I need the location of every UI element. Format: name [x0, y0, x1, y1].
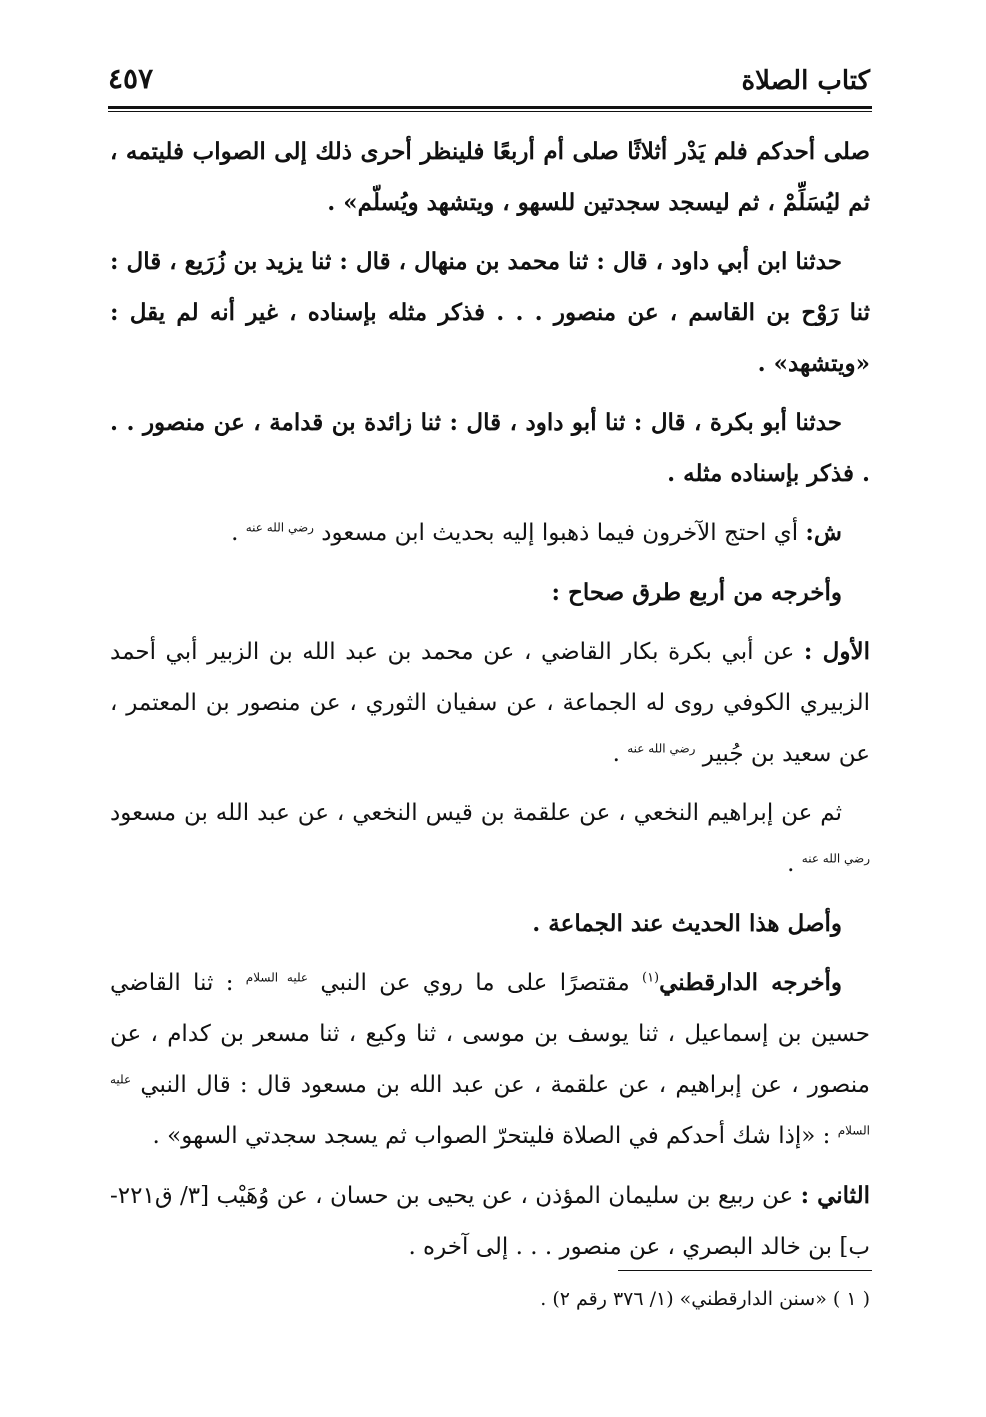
- honorific-glyph: رضي الله عنه: [627, 741, 696, 756]
- daraqutni-lead: وأخرجه الدارقطني: [659, 969, 843, 996]
- honorific-glyph: رضي الله عنه: [245, 520, 314, 535]
- header-rule-thin: [108, 111, 872, 112]
- paragraph-heading-routes: وأخرجه من أربع طرق صحاح :: [551, 579, 842, 606]
- page-header: [108, 58, 870, 102]
- first-route-label: الأول :: [803, 638, 871, 665]
- page-number: ٤٥٧: [108, 62, 154, 95]
- header-rule: [108, 106, 872, 109]
- running-title: كتاب الصلاة: [741, 66, 870, 96]
- honorific-glyph: رضي الله عنه: [801, 851, 870, 866]
- paragraph-sharh: ش: أي احتج الآخرون فيما ذهبوا إليه بحديث ابن مسعود $^{رضي الله عنه}$ .: [231, 519, 842, 546]
- paragraph-daraqutni: وأخرجه الدارقطني$^{(١)}$ مقتصرًا على ما روي عن النبي $^{عليه السلام}$ : ثنا القاضي حسين بن إسماعيل ، ثنا يوسف بن موسى ، ثنا وكيع ، ثنا مسعر بن كدام ، عن منصور ، عن إبراهيم ، عن علقمة ، عن عبد الله بن مسعود قال : قال النبي $^{عليه السلام}$ : «إذا شك أحدكم في الصلاة فليتحرّ الصواب ثم يسجد سجدتي السهو» .: [110, 969, 870, 1149]
- footnote: ( ١ ) «سنن الدارقطني» (١/ ٣٧٦ رقم ٢) .: [540, 1288, 870, 1310]
- footnote-separator: [618, 1270, 872, 1271]
- page-body: [110, 126, 870, 1281]
- sharh-marker: ش:: [805, 519, 842, 546]
- second-route-label: الثاني :: [800, 1182, 871, 1209]
- paragraph-isnad-2: حدثنا أبو بكرة ، قال : ثنا أبو داود ، قال : ثنا زائدة بن قدامة ، عن منصور . . . فذكر بإسناده مثله .: [110, 409, 870, 487]
- paragraph-continuation: ثم عن إبراهيم النخعي ، عن علقمة بن قيس النخعي ، عن عبد الله بن مسعود $^{رضي الله عنه}$ .: [110, 800, 870, 877]
- honorific-glyph: عليه السلام: [245, 970, 309, 985]
- footnote-ref: (١): [641, 970, 660, 986]
- paragraph-origin: وأصل هذا الحديث عند الجماعة .: [532, 910, 842, 937]
- paragraph-hadith-end: صلى أحدكم فلم يَدْر أثلاثًا صلى أم أربعًا فلينظر أحرى ذلك إلى الصواب فليتمه ، ثم ليُسَلِّمْ ، ثم ليسجد سجدتين للسهو ، ويتشهد ويُسلّم» .: [110, 138, 870, 216]
- paragraph-isnad-1: حدثنا ابن أبي داود ، قال : ثنا محمد بن منهال ، قال : ثنا يزيد بن زُرَيع ، قال : ثنا رَوْح بن القاسم ، عن منصور . . . فذكر مثله بإسناده ، غير أنه لم يقل : «ويتشهد» .: [110, 248, 870, 377]
- paragraph-second-route: الثاني : عن ربيع بن سليمان المؤذن ، عن يحيى بن حسان ، عن وُهَيْب [٣/ ق٢٢١-ب] بن خالد البصري ، عن منصور . . . إلى آخره .: [110, 1182, 871, 1260]
- honorific-glyph: عليه السلام: [110, 1072, 870, 1138]
- paragraph-first-route: الأول : عن أبي بكرة بكار القاضي ، عن محمد بن عبد الله بن الزبير أبي أحمد الزبيري الكوفي روى له الجماعة ، عن سفيان الثوري ، عن منصور بن المعتمر ، عن سعيد بن جُبير $^{رضي الله عنه}$ .: [110, 638, 871, 767]
